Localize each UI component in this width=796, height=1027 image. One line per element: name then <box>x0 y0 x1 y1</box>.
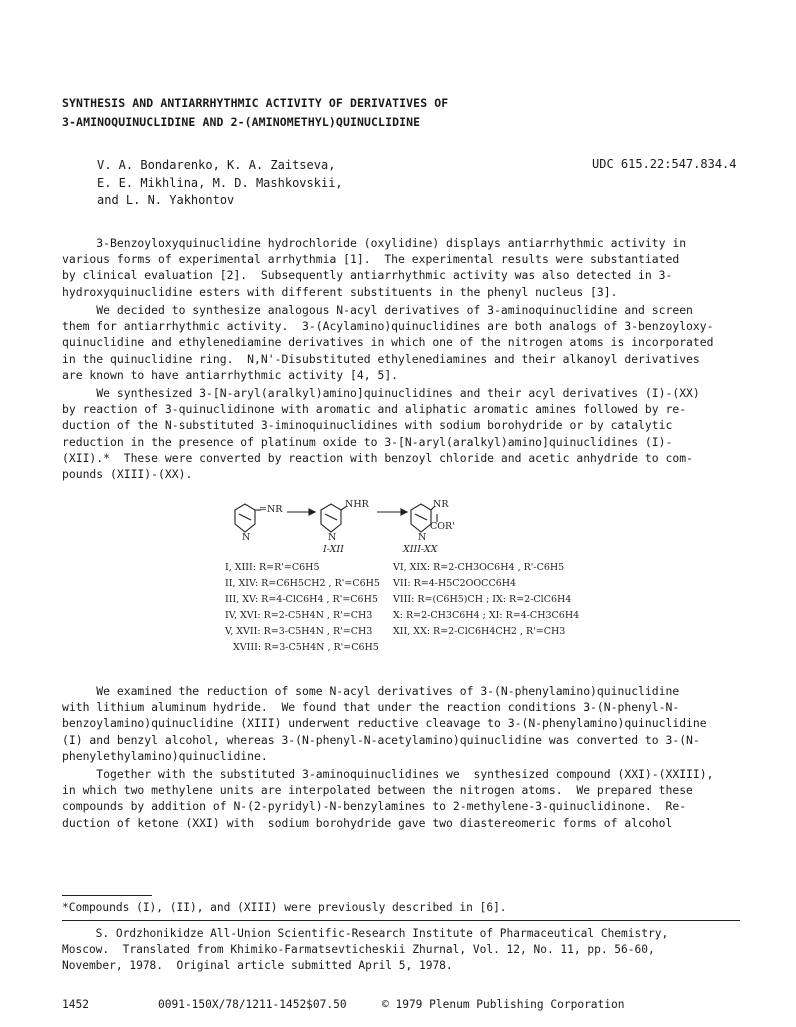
reaction-scheme <box>225 494 615 662</box>
substituent-entry: XVIII: R=3-C5H4N , R'=C6H5 <box>233 642 379 653</box>
affiliation-note <box>62 926 740 974</box>
footnote-divider <box>62 895 152 896</box>
article-title <box>62 94 448 132</box>
authors-line-1: V. A. Bondarenko, K. A. Zaitseva, <box>97 158 336 172</box>
paragraph-line: (XII).* These were converted by reaction with benzoyl chloride and acetic anhydride to com- <box>62 450 693 465</box>
paragraph-line: reduction in the presence of platinum oxide to 3-[N-aryl(aralkyl)amino]quinuclidines (I)- <box>62 434 673 449</box>
paragraph-line: pounds (XIII)-(XX). <box>62 467 193 482</box>
paragraph-5 <box>62 766 740 831</box>
affiliation-divider <box>62 920 740 921</box>
substituent-entry: V, XVII: R=3-C5H4N , R'=CH3 <box>225 626 373 637</box>
paragraph-line: compounds by addition of N-(2-pyridyl)-N-benzylamines to 2-methylene-3-quinuclidinone. Re- <box>62 799 687 814</box>
paragraph-line: them for antiarrhythmic activity. 3-(Acylamino)quinuclidines are both analogs of 3-benzoyloxy- <box>62 319 714 334</box>
struct1-nitrogen: N <box>242 532 251 543</box>
struct3-nitrogen: N <box>418 532 427 543</box>
paragraph-line: quinuclidine and ethylenediamine derivatives in which one of the nitrogen atoms is incorporated <box>62 335 714 350</box>
arrowhead-1 <box>309 509 315 515</box>
paragraph-line: We synthesized 3-[N-aryl(aralkyl)amino]quinuclidines and their acyl derivatives (I)-(XX) <box>62 386 700 400</box>
author-list <box>97 157 343 210</box>
footnote: *Compounds (I), (II), and (XIII) were previously described in [6]. <box>62 901 507 914</box>
page-number: 1452 <box>62 998 89 1011</box>
paragraph-line: Together with the substituted 3-aminoquinuclidines we synthesized compound (XXI)-(XXIII), <box>62 767 714 781</box>
struct1-group: =NR <box>259 504 283 515</box>
affiliation-line: S. Ordzhonikidze All-Union Scientific-Research Institute of Pharmaceutical Chemistry, <box>62 927 669 940</box>
ring-bridge-1 <box>239 514 251 520</box>
quinuclidine-ring-2 <box>321 504 341 532</box>
paragraph-line: (I) and benzyl alcohol, whereas 3-(N-phenyl-N-acetylamino)quinuclidine was converted to 3-(N- <box>62 732 700 747</box>
substituent-entry: X: R=2-CH3C6H4 ; XI: R=4-CH3C6H4 <box>393 610 580 621</box>
paragraph-line: We examined the reduction of some N-acyl derivatives of 3-(N-phenylamino)quinuclidine <box>62 684 680 698</box>
paragraph-line: with lithium aluminum hydride. We found that under the reaction conditions 3-(N-phenyl-N- <box>62 700 680 715</box>
struct3-acyl: COR' <box>430 521 455 532</box>
authors-line-2: E. E. Mikhlina, M. D. Mashkovskii, <box>97 175 343 190</box>
substituent-entry: II, XIV: R=C6H5CH2 , R'=C6H5 <box>225 578 380 589</box>
paragraph-line: in the quinuclidine ring. N,N'-Disubstituted ethylenediamines and their alkanoyl derivatives <box>62 351 700 366</box>
paragraph-line: are known to have antiarrhythmic activity [4, 5]. <box>62 367 399 382</box>
title-line-2: 3-AMINOQUINUCLIDINE AND 2-(AMINOMETHYL)QUINUCLIDINE <box>62 115 421 129</box>
substituent-entry: XII, XX: R=2-ClC6H4CH2 , R'=CH3 <box>393 626 566 637</box>
substituent-entry: IV, XVI: R=2-C5H4N , R'=CH3 <box>225 610 373 621</box>
affiliation-line: November, 1978. Original article submitted April 5, 1978. <box>62 959 453 972</box>
paragraph-3 <box>62 385 740 482</box>
substituent-entry: VI, XIX: R=2-CH3OC6H4 , R'-C6H5 <box>393 562 565 573</box>
copyright-notice: © 1979 Plenum Publishing Corporation <box>382 998 625 1011</box>
affiliation-line: Moscow. Translated from Khimiko-Farmatsevticheskii Zhurnal, Vol. 12, No. 11, pp. 56-60, <box>62 943 655 956</box>
paragraph-1 <box>62 235 740 300</box>
paragraph-line: by clinical evaluation [2]. Subsequently antiarrhythmic activity was also detected in 3- <box>62 268 673 283</box>
paragraph-2 <box>62 302 740 383</box>
quinuclidine-ring-3 <box>411 504 431 532</box>
ring-bridge-2 <box>325 514 337 520</box>
paragraph-line: duction of ketone (XXI) with sodium borohydride gave two diastereomeric forms of alcohol <box>62 815 673 830</box>
paragraph-line: duction of the N-substituted 3-iminoquinuclidines with sodium borohydride or by catalytic <box>62 418 673 433</box>
paragraph-line: 3-Benzoyloxyquinuclidine hydrochloride (oxylidine) displays antiarrhythmic activity in <box>62 236 687 250</box>
arrowhead-2 <box>401 509 407 515</box>
article-code: 0091-150X/78/1211-1452$07.50 <box>158 998 347 1011</box>
paragraph-line: in which two methylene units are interpolated between the nitrogen atoms. We prepared these <box>62 783 693 798</box>
authors-line-3: and L. N. Yakhontov <box>97 193 235 207</box>
struct2-label: I-XII <box>323 544 344 555</box>
substituent-entry: I, XIII: R=R'=C6H5 <box>225 562 320 573</box>
struct3-label: XIII-XX <box>403 544 438 555</box>
ring-bridge-3 <box>415 514 427 520</box>
substituent-entry: III, XV: R=4-ClC6H4 , R'=C6H5 <box>225 594 378 605</box>
quinuclidine-ring-1 <box>235 504 255 532</box>
paragraph-line: phenylethylamino)quinuclidine. <box>62 748 268 763</box>
struct2-group: NHR <box>345 499 369 510</box>
struct2-nitrogen: N <box>328 532 337 543</box>
paragraph-line: We decided to synthesize analogous N-acyl derivatives of 3-aminoquinuclidine and screen <box>62 303 693 317</box>
paragraph-line: various forms of experimental arrhythmia [1]. The experimental results were substantiated <box>62 252 680 267</box>
paragraph-line: hydroxyquinuclidine esters with different substituents in the phenyl nucleus [3]. <box>62 284 618 299</box>
substituent-entry: VII: R=4-H5C2OOCC6H4 <box>393 578 517 589</box>
paragraph-line: by reaction of 3-quinuclidinone with aromatic and aliphatic aromatic amines followed by re- <box>62 402 687 417</box>
paragraph-4 <box>62 683 740 764</box>
title-line-1: SYNTHESIS AND ANTIARRHYTHMIC ACTIVITY OF DERIVATIVES OF <box>62 96 449 110</box>
paragraph-line: benzoylamino)quinuclidine (XIII) underwent reductive cleavage to 3-(N-phenylamino)quinuclidine <box>62 716 707 731</box>
struct3-group: NR <box>433 499 449 510</box>
substituent-entry: VIII: R=(C6H5)CH ; IX: R=2-ClC6H4 <box>393 594 572 605</box>
udc-code: UDC 615.22:547.834.4 <box>592 157 737 171</box>
